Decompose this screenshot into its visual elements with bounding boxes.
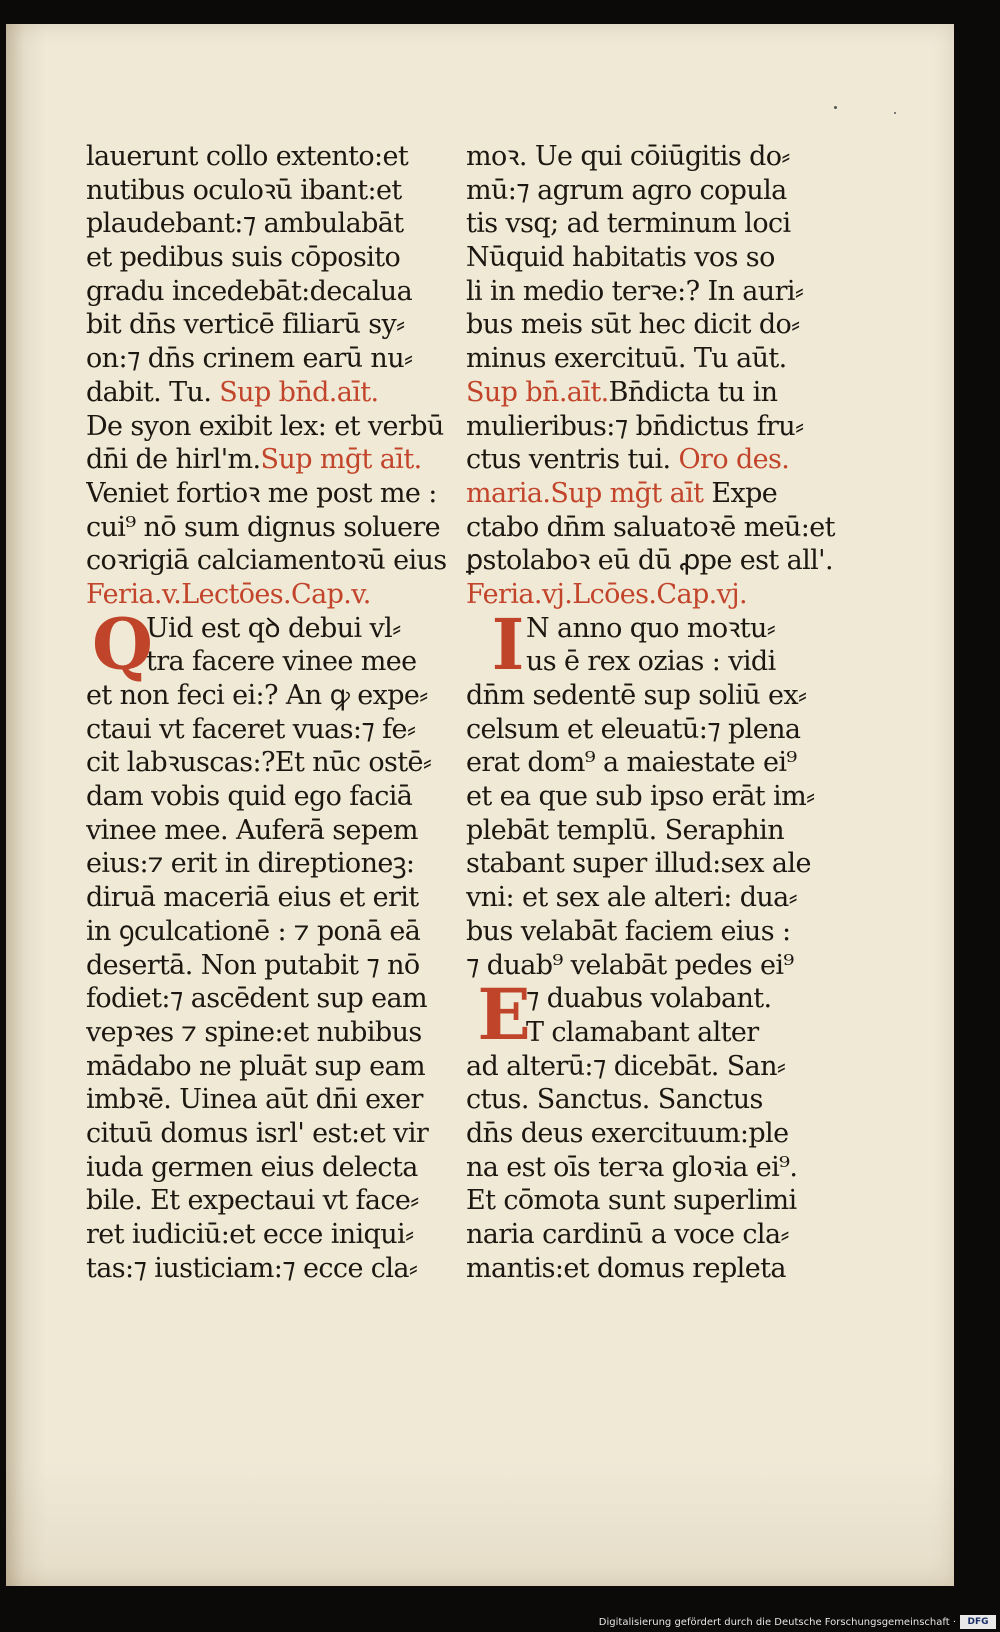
line-text: Bn̄dicta tu in xyxy=(608,376,778,408)
text-line: minus exercituū. Tu aūt. xyxy=(466,343,787,375)
text-line: na est oīs terꝛa gloꝛia ei⁹. xyxy=(466,1151,798,1183)
text-line: lauerunt collo extento:et xyxy=(86,141,409,172)
text-line: bit dn̄s verticē filiarū sy⸗ xyxy=(86,309,405,341)
initial-block xyxy=(466,602,858,686)
text-line: ⁊ duab⁹ velabāt pedes ei⁹ xyxy=(466,949,794,981)
text-line: coꝛrigiā calciamentoꝛū eius xyxy=(86,545,447,577)
left-column xyxy=(86,140,466,1285)
text-line: bus meis sūt hec dicit do⸗ xyxy=(466,309,800,341)
text-line: iuda germen eius delecta xyxy=(86,1151,418,1183)
text-line: diruā maceriā eius et erit xyxy=(86,882,419,914)
text-line: vinee mee. Auferā sepem xyxy=(86,814,418,846)
text-line: N anno quo moꝛtu⸗ xyxy=(526,612,776,644)
text-line: De syon exibit lex: et verbū xyxy=(86,410,444,442)
rubric-text: Oro des. xyxy=(678,444,790,476)
dfg-logo: DFG xyxy=(960,1615,996,1629)
text-line: bus velabāt faciem eius : xyxy=(466,915,791,947)
line-text: ctus ventris tui. xyxy=(466,444,671,476)
text-line: dn̄s deus exercituum:ple xyxy=(466,1117,789,1149)
rubric-text: Sup bn̄.aīt. xyxy=(466,376,609,408)
text-line: imbꝛē. Uinea aūt dn̄i exer xyxy=(86,1084,423,1116)
text-line: cui⁹ nō sum dignus soluere xyxy=(86,511,441,543)
text-line: li in medio terꝛe:? In auri⸗ xyxy=(466,275,804,307)
line-text: dabit. Tu. xyxy=(86,376,212,408)
text-line: nutibus oculoꝛū ibant:et xyxy=(86,174,402,206)
text-line: vepꝛes ⁊ spine:et nubibus xyxy=(86,1016,422,1048)
text-line: ad alterū:⁊ dicebāt. San⸗ xyxy=(466,1050,786,1082)
initial-block xyxy=(86,602,466,686)
text-line: vni: et sex ale alteri: dua⸗ xyxy=(466,882,798,914)
text-line: moꝛ. Ue qui cōiūgitis do⸗ xyxy=(466,141,790,172)
text-line: plebāt templū. Seraphin xyxy=(466,814,784,846)
text-line: in ꝯculcationē : ⁊ ponā eā xyxy=(86,915,421,947)
text-line xyxy=(86,376,466,410)
chapter-heading: Feria.v.Lectōes.Cap.v. xyxy=(86,578,371,610)
text-line: mū:⁊ agrum agro copula xyxy=(466,174,787,206)
decorated-initial: Q xyxy=(92,602,153,686)
decorated-initial: I xyxy=(491,602,525,686)
initial-block xyxy=(466,973,858,1057)
text-line: ꝑstolaboꝛ eū dū ꝓpe est all'. xyxy=(466,545,833,577)
text-line: erat dom⁹ a maiestate ei⁹ xyxy=(466,747,797,779)
text-line: mādabo ne pluāt sup eam xyxy=(86,1050,425,1082)
text-line: et non feci ei:? An ꝙ expe⸗ xyxy=(86,680,428,711)
line-text: Expe xyxy=(711,477,778,509)
text-line: ⁊ duabus volabant. xyxy=(526,983,772,1015)
text-line: bile. Et expectaui vt face⸗ xyxy=(86,1185,419,1217)
text-line xyxy=(466,443,858,477)
paper-speck xyxy=(894,112,896,114)
chapter-heading: Feria.vj.Lcōes.Cap.vj. xyxy=(466,578,748,610)
text-line: ctaui vt faceret vuas:⁊ fe⸗ xyxy=(86,713,416,745)
text-line: Veniet fortioꝛ me post me : xyxy=(86,477,437,509)
text-line: mulieribus:⁊ bn̄dictus fru⸗ xyxy=(466,410,804,442)
paper-speck xyxy=(834,106,837,109)
text-line: Nūquid habitatis vos so xyxy=(466,242,775,274)
text-line: cituū domus isrl' est:et vir xyxy=(86,1117,429,1149)
text-line: et pedibus suis cōposito xyxy=(86,242,401,274)
text-line: ctabo dn̄m saluatoꝛē meū:et xyxy=(466,511,835,543)
book-page xyxy=(6,24,954,1586)
text-line: desertā. Non putabit ⁊ nō xyxy=(86,949,420,981)
text-line: tis vsq; ad terminum loci xyxy=(466,208,791,240)
text-line: Et cōmota sunt superlimi xyxy=(466,1185,797,1217)
text-line: naria cardinū a voce cla⸗ xyxy=(466,1219,789,1250)
text-line: us ē rex ozias : vidi xyxy=(526,646,776,678)
text-line: plaudebant:⁊ ambulabāt xyxy=(86,208,404,240)
text-line: mantis:et domus repleta xyxy=(466,1252,786,1284)
text-line: tra facere vinee mee xyxy=(146,646,417,678)
text-line: stabant super illud:sex ale xyxy=(466,848,811,880)
text-line: Uid est qꝺ debui vl⸗ xyxy=(146,612,401,644)
text-line: celsum et eleuatū:⁊ plena xyxy=(466,713,801,745)
text-line: on:⁊ dn̄s crinem earū nu⸗ xyxy=(86,343,413,375)
right-column xyxy=(466,140,858,1285)
text-line: gradu incedebāt:decalua xyxy=(86,275,413,307)
text-line: T clamabant alter xyxy=(526,1016,759,1048)
decorated-initial: E xyxy=(477,973,531,1057)
digitization-credit: Digitalisierung gefördert durch die Deutsche Forschungsgemeinschaft · xyxy=(598,1617,956,1628)
text-line: ctus. Sanctus. Sanctus xyxy=(466,1084,763,1116)
text-line: dam vobis quid ego faciā xyxy=(86,781,413,813)
text-line xyxy=(466,376,858,410)
line-text: dn̄i de hirl'm. xyxy=(86,444,261,476)
text-line xyxy=(466,477,858,511)
text-line: et ea que sub ipso erāt im⸗ xyxy=(466,781,815,813)
text-line: eius:⁊ erit in direptioneꝫ: xyxy=(86,848,415,880)
rubric-text: maria.Sup mḡt aīt xyxy=(466,477,704,509)
text-line: tas:⁊ iusticiam:⁊ ecce cla⸗ xyxy=(86,1252,418,1284)
text-line: fodiet:⁊ ascēdent sup eam xyxy=(86,983,428,1015)
text-line: cit labꝛuscas:?Et nūc ostē⸗ xyxy=(86,747,432,779)
rubric-text: Sup mḡt aīt. xyxy=(260,444,422,476)
rubric-text: Sup bn̄d.aīt. xyxy=(219,376,379,408)
text-line: dn̄m sedentē sup soliū ex⸗ xyxy=(466,680,807,711)
text-line: ret iudiciū:et ecce iniqui⸗ xyxy=(86,1219,414,1250)
text-line xyxy=(86,443,466,477)
